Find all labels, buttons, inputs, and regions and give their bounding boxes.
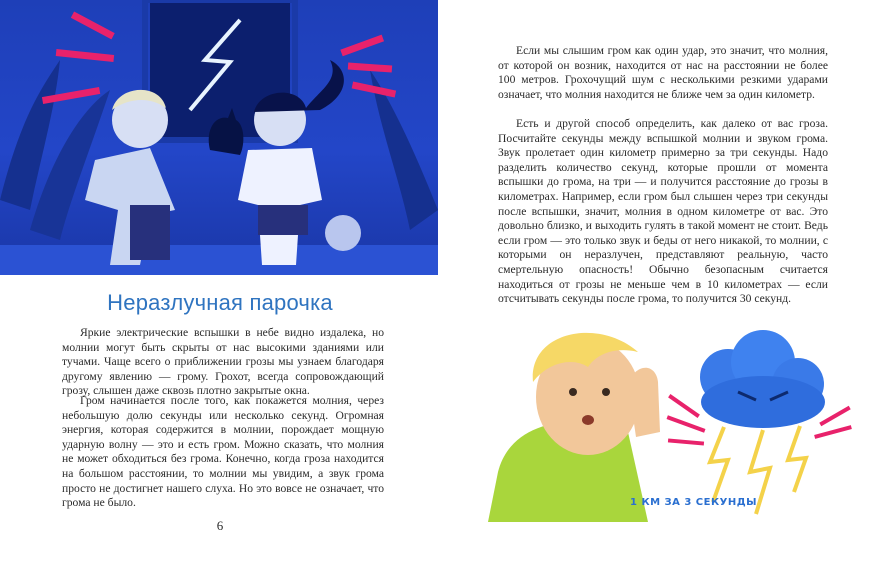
chapter-title: Неразлучная парочка: [107, 290, 333, 315]
paragraph-1: Яркие электрические вспышки в небе видно издалека, но молнии могут быть скрыты от нас высокими зданиями или тучами. Чаще всего о приближении грозы мы узнаем благодаря другому явлению — грому. Грохот, всегда сопровождающий грозу, слышен даже сквозь плотно закрытые окна.: [62, 326, 384, 398]
angry-cloud: [700, 330, 825, 428]
paragraph-2: Гром начинается после того, как покажется молния, через небольшую долю секунды или несколько секунд. Огромная энергия, которая содержится в молнии, порождает мощную ударную волну — это и есть гром. Можно сказать, что молния не может обходиться без грома. Конечно, когда гроза находится на большом расстоянии, то молнии мы увидим, а звук грома просто не достигнет нашего слуха. Но это вовсе не означает, что грома не было.: [62, 394, 384, 510]
illustration-caption: 1 КМ ЗА 3 СЕКУНДЫ: [630, 497, 758, 508]
thunderstorm-window-illustration: [0, 0, 438, 275]
paragraph-4: Есть и другой способ определить, как далеко от вас гроза. Посчитайте секунды между вспышкой молнии и звуком грома. Звук пролетает один километр примерно за три секунды. Надо разделить количество секунд, которые прошли от момента вспышки до грома, на три — и получится расстояние до грозы в километрах. Например, если гром был слышен через три секунды после вспышки, значит, молния в одном километре от вас. Это довольно близко, и выходить гулять в такой момент не стоит. Ведь если гром — это только звук и беды от него никакой, то молнии, с которыми он неразлучен, представляют реальную, часто смертельную опасность! Обычно безопасным считается находиться от грозы не меньше чем в 10 километрах — если отсчитывать секунды после грома, то получится 30 секунд.: [498, 117, 828, 306]
hand-at-ear: [628, 368, 660, 437]
paragraph-3: Если мы слышим гром как один удар, это значит, что молния, от которой он возник, находится от нас на расстоянии не более 100 метров. Грохочущий шум с несколькими резкими ударами означает, что молния находится не ближе чем за один километр.: [498, 44, 828, 101]
boy-listening-thunder-illustration: [488, 322, 860, 522]
kids-at-window-scene: [0, 0, 438, 275]
ball: [325, 215, 361, 251]
page-number: 6: [216, 518, 224, 533]
